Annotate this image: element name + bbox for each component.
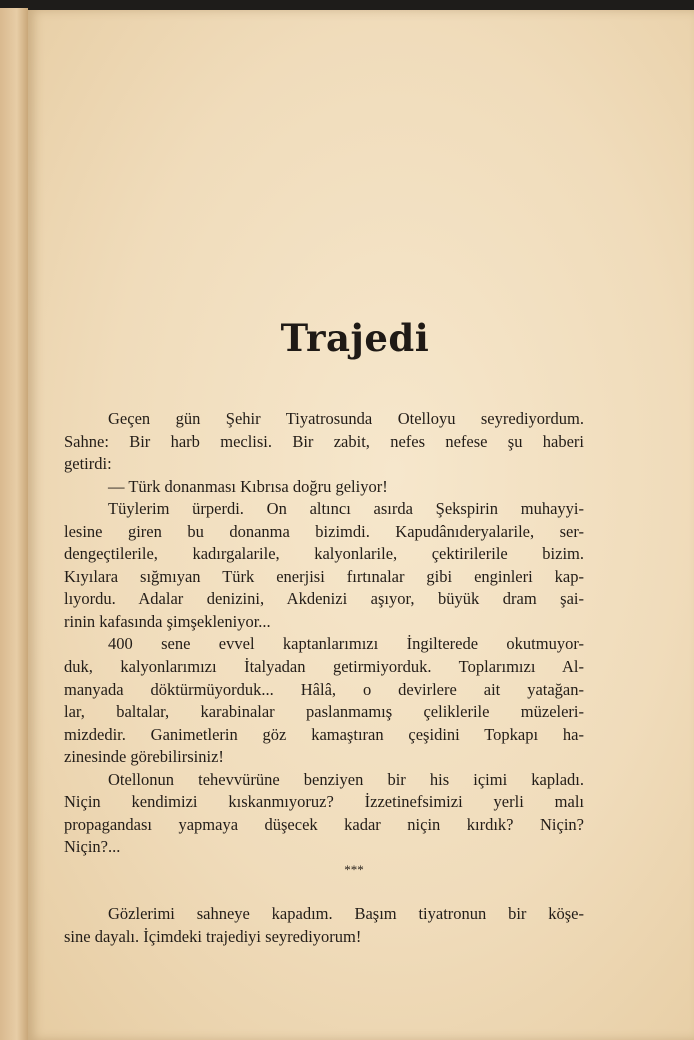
chapter-body [64,408,584,949]
text-line: lıyordu. Adalar denizini, Akdenizi aşıyor, büyük dram şai- [64,589,584,609]
text-line: Niçin kendimizi kıskanmıyoruz? İzzetinefsimizi yerli malı [64,792,584,812]
text-line: 400 sene evvel kaptanlarımızı İngilterede okutmuyor- [108,634,584,654]
text-line: Niçin?... [64,837,121,857]
text-line: duk, kalyonlarımızı İtalyadan getirmiyorduk. Toplarımızı Al- [64,657,584,677]
text-line: getirdi: [64,454,112,474]
text-line: rinin kafasında şimşekleniyor... [64,611,271,631]
text-line: Otellonun tehevvürüne benziyen bir his içimi kapladı. [108,769,584,789]
text-line: lar, baltalar, karabinalar paslanmamış çeliklerile müzeleri- [64,702,584,722]
text-line: propagandası yapmaya düşecek kadar niçin kırdık? Niçin? [64,814,584,834]
book-page [28,10,694,1040]
text-line: Sahne: Bir harb meclisi. Bir zabit, nefes nefese şu haberi [64,431,584,451]
paragraph-gap [64,881,584,903]
text-line: Geçen gün Şehir Tiyatrosunda Otelloyu seyrediyordum. [108,409,584,428]
text-line: sine dayalı. İçimdeki trajediyi seyrediyorum! [64,927,362,947]
text-line: Gözlerimi sahneye kapadım. Başım tiyatronun bir köşe- [108,904,584,924]
previous-page-edge [0,8,28,1040]
text-line: lesine giren bu donanma bizimdi. Kapudânıderyalarile, ser- [64,521,584,541]
dialogue-line: — Türk donanması Kıbrısa doğru geliyor! [108,476,388,496]
section-break: *** [344,861,364,877]
text-line: Tüylerim ürperdi. On altıncı asırda Şekspirin muhayyi- [108,499,584,519]
chapter-title: Trajedi [280,316,430,360]
text-line: dengeçtilerile, kadırgalarile, kalyonlarile, çektirilerile bizim. [64,544,584,564]
text-line: manyada döktürmüyorduk... Hâlâ, o devirlere ait yatağan- [64,679,584,699]
text-line: zinesinde görebilirsiniz! [64,747,224,767]
text-line: Kıyılara sığmıyan Türk enerjisi fırtınalar gibi enginleri kap- [64,566,584,586]
text-line: mizdedir. Ganimetlerin göz kamaştıran çeşidini Topkapı ha- [64,724,584,744]
